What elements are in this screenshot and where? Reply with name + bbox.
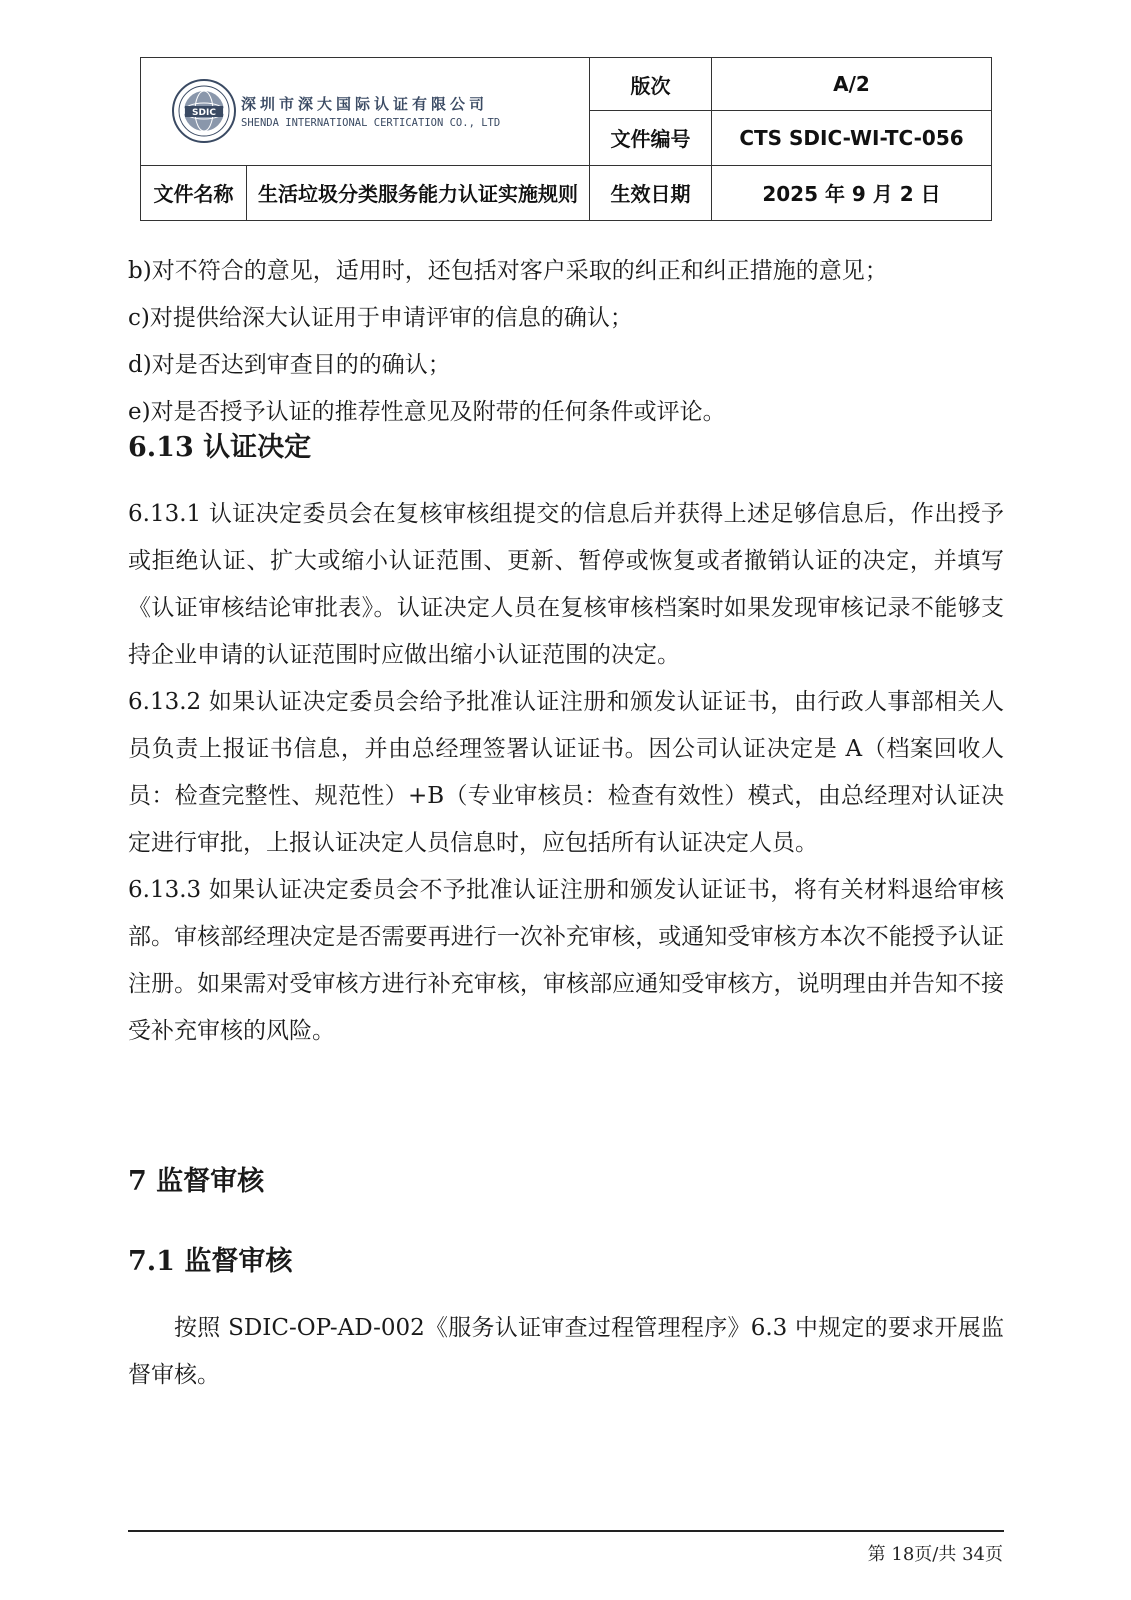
- review-report-list: [128, 248, 1004, 436]
- footer-divider: [128, 1530, 1004, 1532]
- list-item: b)对不符合的意见，适用时，还包括对客户采取的纠正和纠正措施的意见；: [128, 258, 888, 284]
- section-heading-7-1: 7.1 监督审核: [128, 1246, 293, 1277]
- section-6-13-body: [128, 491, 1004, 1055]
- section-heading-6-13: 6.13 认证决定: [128, 432, 312, 463]
- paragraph-6-13-2: 6.13.2 如果认证决定委员会给予批准认证注册和颁发认证证书，由行政人事部相关人员负责上报证书信息，并由总经理签署认证证书。因公司认证决定是 A（档案回收人员：检查完整性、规范性）+B（专业审核员：检查有效性）模式，由总经理对认证决定进行审批，上报认证决定人员信息时，应包括所有认证决定人员。: [128, 689, 1004, 856]
- paragraph-6-13-1: 6.13.1 认证决定委员会在复核审核组提交的信息后并获得上述足够信息后，作出授予或拒绝认证、扩大或缩小认证范围、更新、暂停或恢复或者撤销认证的决定，并填写《认证审核结论审批表》。认证决定人员在复核审核档案时如果发现审核记录不能够支持企业申请的认证范围时应做出缩小认证范围的决定。: [128, 501, 1004, 668]
- effective-date-label: 生效日期: [590, 165, 712, 220]
- doc-name-label: 文件名称: [141, 165, 247, 220]
- doc-no-value: CTS SDIC-WI-TC-056: [712, 111, 992, 165]
- section-7-1-body: [128, 1305, 1004, 1399]
- company-name-en: SHENDA INTERNATIONAL CERTICATION CO., LTD: [241, 117, 501, 130]
- doc-no-label: 文件编号: [590, 111, 712, 165]
- version-value: A/2: [712, 58, 992, 111]
- paragraph-7-1: 按照 SDIC-OP-AD-002《服务认证审查过程管理程序》6.3 中规定的要求开展监督审核。: [128, 1315, 1004, 1388]
- version-label: 版次: [590, 58, 712, 111]
- effective-date-value: 2025 年 9 月 2 日: [712, 165, 992, 220]
- doc-name-value: 生活垃圾分类服务能力认证实施规则: [247, 165, 590, 220]
- page-number: 第 18页/共 34页: [867, 1544, 1003, 1565]
- document-header-table: [140, 57, 992, 221]
- company-seal-logo-icon: [171, 78, 237, 144]
- company-logo-cell: [141, 58, 590, 166]
- list-item: e)对是否授予认证的推荐性意见及附带的任何条件或评论。: [128, 399, 726, 425]
- company-name-cn: 深圳市深大国际认证有限公司: [241, 95, 489, 114]
- list-item: d)对是否达到审查目的的确认；: [128, 352, 451, 378]
- section-heading-7: 7 监督审核: [128, 1166, 265, 1197]
- svg-text:SDIC: SDIC: [192, 108, 216, 119]
- paragraph-6-13-3: 6.13.3 如果认证决定委员会不予批准认证注册和颁发认证证书，将有关材料退给审核部。审核部经理决定是否需要再进行一次补充审核，或通知受审核方本次不能授予认证注册。如果需对受审核方进行补充审核，审核部应通知受审核方，说明理由并告知不接受补充审核的风险。: [128, 877, 1004, 1044]
- list-item: c)对提供给深大认证用于申请评审的信息的确认；: [128, 305, 633, 331]
